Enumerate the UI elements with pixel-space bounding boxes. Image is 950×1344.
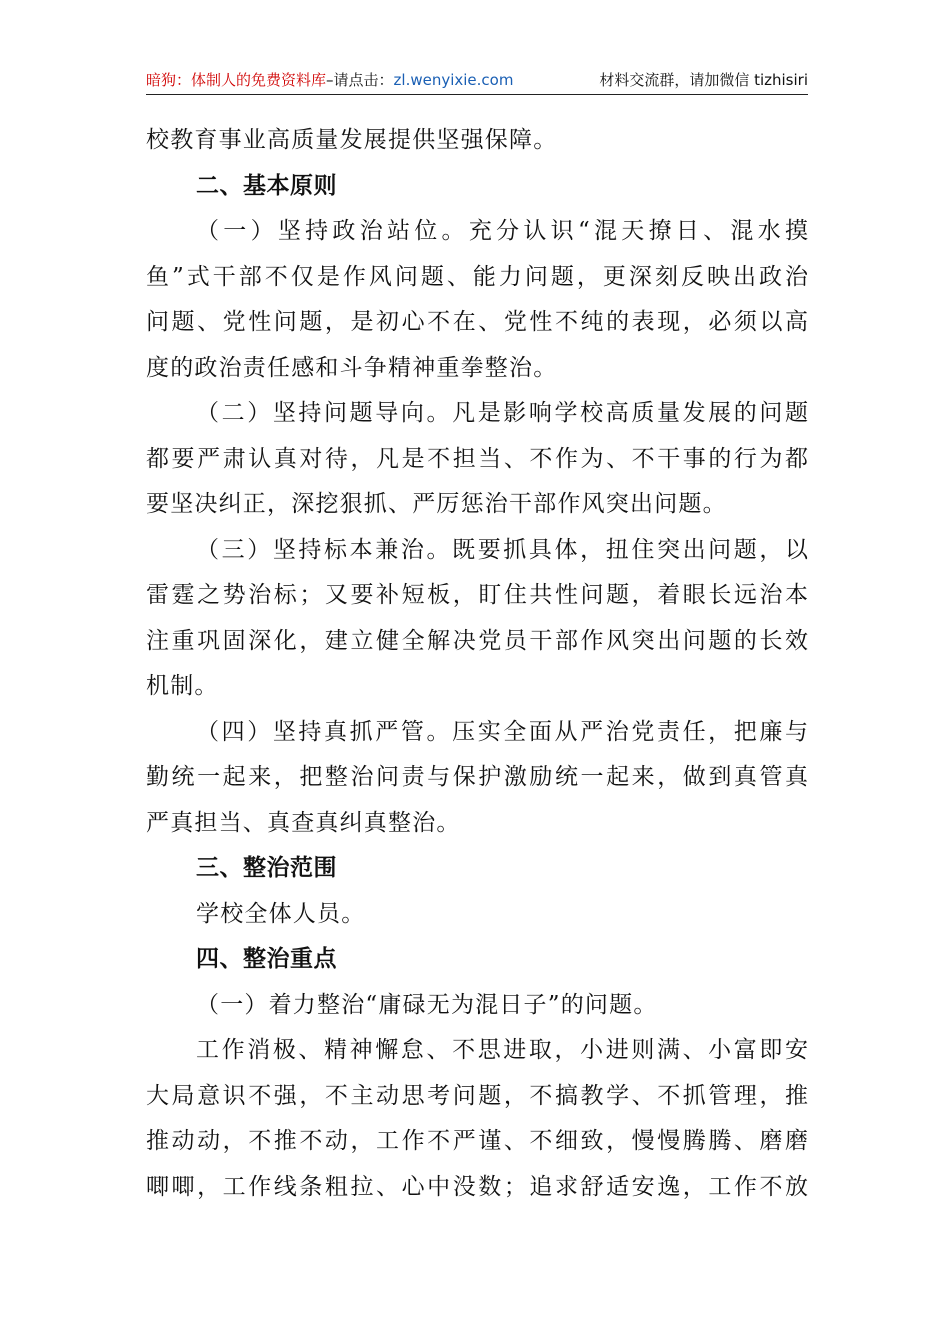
text-line: 推动动，不推不动，工作不严谨、不细致，慢慢腾腾、磨磨: [146, 1128, 808, 1154]
text-line: 学校全体人员。: [196, 900, 366, 927]
text-line: （二）坚持问题导向。凡是影响学校高质量发展的问题: [196, 400, 808, 426]
page-header: [146, 70, 808, 95]
section-heading: 二、基本原则: [196, 172, 337, 199]
text-line: 机制。: [146, 673, 219, 699]
text-line: （一）坚持政治站位。充分认识“混天撩日、混水摸: [196, 218, 808, 244]
section-heading: 三、整治范围: [196, 855, 337, 881]
text-line: 度的政治责任感和斗争精神重拳整治。: [146, 354, 558, 381]
text-line: 鱼”式干部不仅是作风问题、能力问题，更深刻反映出政治: [146, 263, 808, 290]
text-line: 都要严肃认真对待，凡是不担当、不作为、不干事的行为都: [146, 445, 808, 472]
text-line: （四）坚持真抓严管。压实全面从严治党责任，把廉与: [196, 718, 808, 745]
header-group-info: 材料交流群，请加微信 tizhisiri: [599, 71, 808, 89]
text-line: 注重巩固深化，建立健全解决党员干部作风突出问题的长效: [146, 627, 808, 654]
text-line: 唧唧，工作线条粗拉、心中没数；追求舒适安逸，工作不放: [146, 1173, 808, 1200]
text-line: 问题、党性问题，是初心不在、党性不纯的表现，必须以高: [146, 309, 808, 335]
document-body: [146, 118, 808, 1210]
text-line: 勤统一起来，把整治问责与保护激励统一起来，做到真管真: [146, 764, 808, 790]
header-click-prompt: –请点击：: [326, 71, 394, 89]
text-line: 工作消极、精神懈怠、不思进取，小进则满、小富即安: [196, 1037, 808, 1063]
text-line: 要坚决纠正，深挖狠抓、严厉惩治干部作风突出问题。: [146, 491, 727, 517]
text-line: 雷霆之势治标；又要补短板，盯住共性问题，着眼长远治本: [146, 582, 808, 608]
section-heading: 四、整治重点: [196, 946, 337, 972]
text-line: 校教育事业高质量发展提供坚强保障。: [146, 127, 558, 153]
text-line: 严真担当、真查真纠真整治。: [146, 809, 461, 836]
text-line: （一）着力整治“庸碌无为混日子”的问题。: [196, 991, 658, 1018]
text-line: （三）坚持标本兼治。既要抓具体，扭住突出问题，以: [196, 536, 808, 563]
header-site-name: 暗狗：体制人的免费资料库: [146, 71, 327, 89]
header-url-link[interactable]: zl.wenyixie.com: [393, 71, 514, 89]
text-line: 大局意识不强，不主动思考问题，不搞教学、不抓管理，推: [146, 1082, 808, 1109]
